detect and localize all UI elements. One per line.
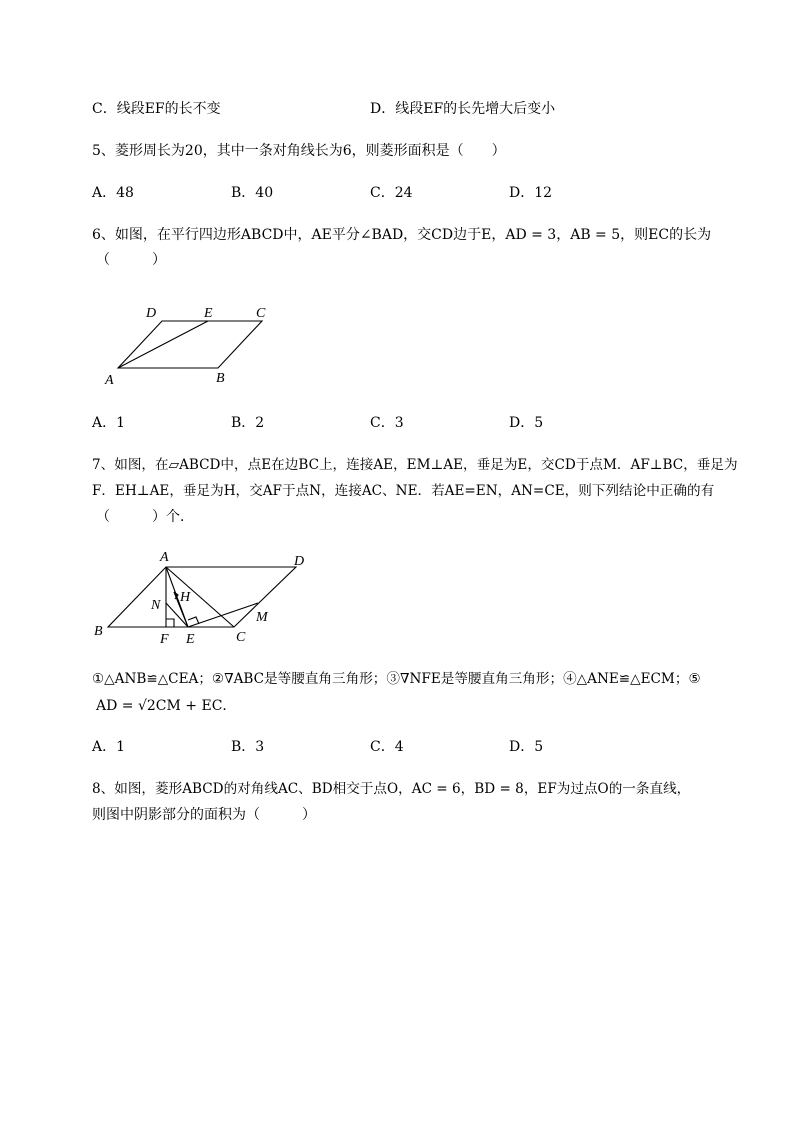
q6-option-b: B．2 xyxy=(231,415,265,431)
q6-label-a: A xyxy=(105,373,114,388)
q6-label-b: B xyxy=(216,371,225,386)
q7-label-c: C xyxy=(236,630,246,645)
q7-stem-line1: 7、如图，在▱ABCD中，点E在边BC上，连接AE，EM⊥AE，垂足为E，交CD于点M．AF⊥BC，垂足为 xyxy=(92,457,738,473)
q6-option-a: A．1 xyxy=(92,415,126,431)
q7-option-d: D．5 xyxy=(509,739,544,755)
q7-option-b: B．3 xyxy=(231,739,265,755)
q6-label-c: C xyxy=(256,306,266,321)
q7-stem-line3: （ ）个． xyxy=(96,509,194,525)
q7-label-h: H xyxy=(180,590,191,605)
q7-label-n: N xyxy=(151,598,161,613)
q6-parallelogram-figure xyxy=(100,300,280,390)
q6-label-e: E xyxy=(204,306,213,321)
q7-label-d: D xyxy=(294,554,305,569)
q7-conclusions-line2: AD = √2CM + EC． xyxy=(96,698,237,714)
q7-label-a: A xyxy=(160,550,169,565)
q6-option-c: C．3 xyxy=(370,415,404,431)
q5-option-a: A．48 xyxy=(92,185,134,201)
q6-label-d: D xyxy=(146,306,157,321)
q7-option-c: C．4 xyxy=(370,739,404,755)
q8-stem-line1: 8、如图，菱形ABCD的对角线AC、BD相交于点O，AC = 6，BD = 8，EF为过点O的一条直线， xyxy=(92,781,691,797)
q7-conclusions-line1: ①△ANB≌△CEA；②∇ABC是等腰直角三角形；③∇NFE是等腰直角三角形；④△ANE≌△ECM；⑤ xyxy=(92,671,701,687)
q7-label-f: F xyxy=(160,632,169,647)
q7-label-b: B xyxy=(94,624,103,639)
q6-stem-cont: （ ） xyxy=(96,252,166,268)
q6-option-d: D．5 xyxy=(509,415,544,431)
q6-stem: 6、如图，在平行四边形ABCD中，AE平分∠BAD，交CD边于E，AD = 3，AB = 5，则EC的长为 xyxy=(92,227,712,243)
q5-option-b: B．40 xyxy=(231,185,274,201)
q7-stem-line2: F．EH⊥AE，垂足为H，交AF于点N，连接AC、NE．若AE=EN，AN=CE，则下列结论中正确的有 xyxy=(92,483,715,499)
q7-label-m: M xyxy=(256,610,268,625)
q5-option-d: D．12 xyxy=(509,185,553,201)
q7-parallelogram-figure xyxy=(90,545,320,650)
q7-option-a: A．1 xyxy=(92,739,126,755)
q4-option-c: C．线段EF的长不变 xyxy=(92,101,221,117)
q4-option-d: D．线段EF的长先增大后变小 xyxy=(370,101,556,117)
q5-option-c: C．24 xyxy=(370,185,413,201)
q7-label-e: E xyxy=(186,632,195,647)
q8-stem-line2: 则图中阴影部分的面积为（ ） xyxy=(92,807,316,823)
q5-stem: 5、菱形周长为20，其中一条对角线长为6，则菱形面积是（ ） xyxy=(92,143,506,159)
